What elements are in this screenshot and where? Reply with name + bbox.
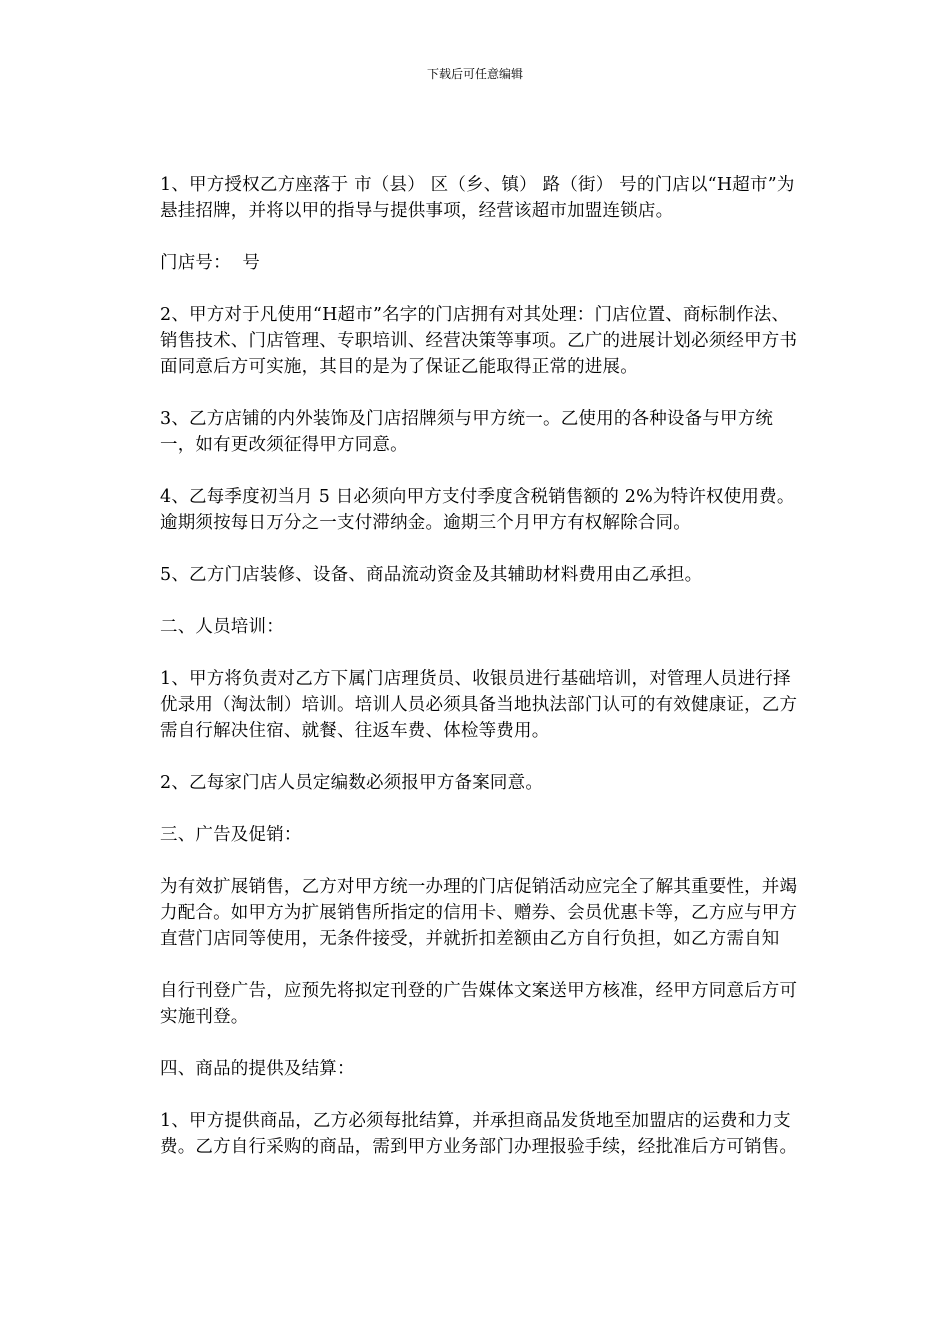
clause-1-3: 3、乙方店铺的内外装饰及门店招牌须与甲方统一。乙使用的各种设备与甲方统一，如有更改须征得甲方同意。 — [160, 409, 774, 455]
section-heading-advertising: 三、广告及促销： — [160, 825, 302, 845]
store-number-line: 门店号： 号 — [160, 253, 261, 273]
clause-4-1: 1、甲方提供商品，乙方必须每批结算，并承担商品发货地至加盟店的运费和力支费。乙方自行采购的商品，需到甲方业务部门办理报验手续，经批准后方可销售。 — [160, 1111, 798, 1157]
clause-1-5: 5、乙方门店装修、设备、商品流动资金及其辅助材料费用由乙承担。 — [160, 565, 703, 585]
clause-1-2: 2、甲方对于凡使用“H超市”名字的门店拥有对其处理：门店位置、商标制作法、销售技术、门店管理、专职培训、经营决策等事项。乙广的进展计划必须经甲方书面同意后方可实施，其目的是为了保证乙能取得正常的进展。 — [160, 305, 798, 377]
section-heading-goods: 四、商品的提供及结算： — [160, 1059, 355, 1079]
clause-3-self-advertising: 自行刊登广告，应预先将拟定刊登的广告媒体文案送甲方核准，经甲方同意后方可实施刊登。 — [160, 981, 798, 1027]
header-note: 下载后可任意编辑 — [426, 67, 523, 81]
section-heading-training: 二、人员培训： — [160, 617, 284, 637]
clause-2-2: 2、乙每家门店人员定编数必须报甲方备案同意。 — [160, 773, 544, 793]
clause-3-promotion: 为有效扩展销售，乙方对甲方统一办理的门店促销活动应完全了解其重要性，并竭力配合。如甲方为扩展销售所指定的信用卡、赠券、会员优惠卡等，乙方应与甲方直营门店同等使用，无条件接受，并就折扣差额由乙方自行负担，如乙方需自知 — [160, 877, 798, 949]
clause-2-1: 1、甲方将负责对乙方下属门店理货员、收银员进行基础培训，对管理人员进行择优录用（淘汰制）培训。培训人员必须具备当地执法部门认可的有效健康证，乙方需自行解决住宿、就餐、往返车费、体检等费用。 — [160, 669, 798, 741]
clause-1-4: 4、乙每季度初当月 5 日必须向甲方支付季度含税销售额的 2%为特许权使用费。逾期须按每日万分之一支付滞纳金。逾期三个月甲方有权解除合同。 — [160, 487, 795, 533]
clause-1-1: 1、甲方授权乙方座落于 市（县） 区（乡、镇） 路（街） 号的门店以“H超市”为悬挂招牌，并将以甲的指导与提供事项，经营该超市加盟连锁店。 — [160, 175, 795, 221]
document-body — [160, 172, 800, 1186]
